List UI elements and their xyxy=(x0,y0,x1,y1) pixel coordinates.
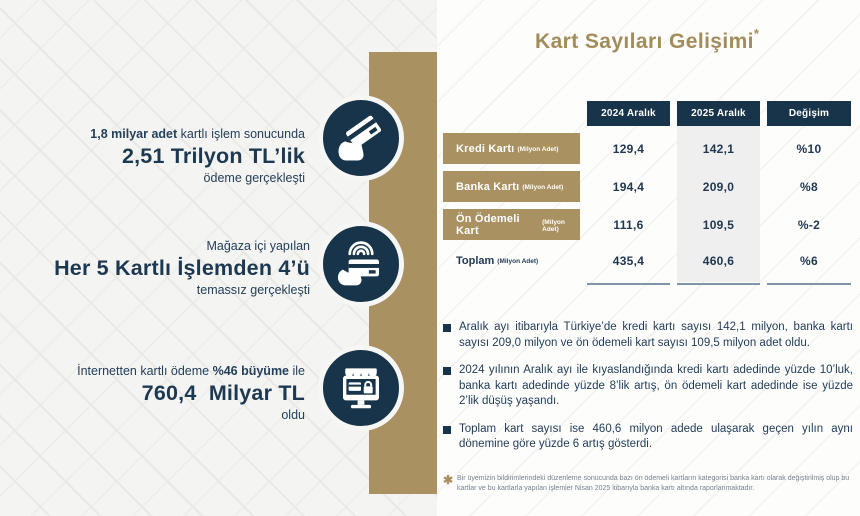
stat-line-bottom: oldu xyxy=(281,408,305,422)
row-label-kredi-karti: Kredi Kartı (Milyon Adet) xyxy=(443,133,580,164)
bullet-item: Toplam kart sayısı ise 460,6 milyon adede ulaşarak geçen yılın aynı dönemine göre yüzde 6 artış gösterdi. xyxy=(443,422,853,453)
footnote-text: Bir üyemizin bildirimlerindeki düzenleme sonucunda bazı ön ödemeli kartların kategorisi banka kartı olarak değiştirilmiş olup bu kartlar ve bu kartlarla yapılan işlemler Nisan 2025 itibarıyla banka kartı altında raporlanmaktadır. xyxy=(457,475,850,492)
row-label-toplam: Toplam (Milyon Adet) xyxy=(456,254,539,267)
summary-bullets xyxy=(443,320,853,465)
stat-online-payment xyxy=(0,363,305,424)
cell-onodemeli-2024: 111,6 xyxy=(613,217,644,232)
footnote xyxy=(443,474,855,494)
card-in-hand-icon xyxy=(318,95,404,181)
cell-onodemeli-2025: 109,5 xyxy=(702,217,735,232)
stat-line-top: 1,8 milyar adet kartlı işlem sonucunda xyxy=(90,127,305,141)
card-counts-table xyxy=(443,101,851,285)
cell-onodemeli-change: %-2 xyxy=(797,217,821,232)
stat-card-payment-volume xyxy=(0,126,305,187)
footnote-asterisk-icon: ✱ xyxy=(443,473,454,487)
bullet-item: Aralık ayı itibarıyla Türkiye’de kredi kartı sayısı 142,1 milyon, banka kartı sayısı 209,0 milyon ve ön ödemeli kart sayısı 109,5 milyon adet oldu. xyxy=(443,320,853,351)
header-spacer xyxy=(443,101,580,126)
page-title xyxy=(443,26,851,54)
stat-contactless-share xyxy=(0,238,310,299)
stat-line-top: İnternetten kartlı ödeme %46 büyüme ile xyxy=(77,364,305,378)
bullet-item: 2024 yılının Aralık ayı ile kıyaslandığında kredi kartı adedinde yüzde 10’luk, banka kartı adedinde yüzde 8’lik artış, ön ödemeli kart adedinde ise yüzde 2’lik düşüş yaşandı. xyxy=(443,363,853,410)
stat-big-value: 760,4 Milyar TL xyxy=(141,381,305,405)
underline-2025 xyxy=(677,283,760,285)
underline-spacer xyxy=(443,281,580,285)
stat-big-value: 2,51 Trilyon TL’lik xyxy=(121,144,305,168)
stat-line-bottom: ödeme gerçekleşti xyxy=(203,171,305,185)
cell-kredi-2024: 129,4 xyxy=(612,141,645,156)
column-header-change: Değişim xyxy=(767,101,851,126)
column-header-2025: 2025 Aralık xyxy=(677,101,760,126)
title-asterisk: * xyxy=(753,26,759,41)
stat-line-bottom: temassız gerçekleşti xyxy=(196,283,310,297)
contactless-payment-icon xyxy=(318,221,404,307)
cell-banka-change: %8 xyxy=(800,179,818,194)
stat-big-value: Her 5 Kartlı İşlemden 4’ü xyxy=(54,256,310,280)
cell-kredi-2025: 142,1 xyxy=(702,141,735,156)
bullet-square-icon xyxy=(443,324,451,332)
cell-banka-2025: 209,0 xyxy=(702,179,735,194)
row-label-banka-karti: Banka Kartı (Milyon Adet) xyxy=(443,171,580,202)
row-label-on-odemeli: Ön Ödemeli Kart (Milyon Adet) xyxy=(443,209,580,240)
cell-kredi-change: %10 xyxy=(796,141,822,156)
column-header-2024: 2024 Aralık xyxy=(587,101,670,126)
bullet-square-icon xyxy=(443,367,451,375)
underline-2024 xyxy=(587,283,670,285)
online-payment-icon xyxy=(318,345,404,431)
stat-line-top: Mağaza içi yapılan xyxy=(206,239,310,253)
cell-toplam-change: %6 xyxy=(800,253,818,268)
bullet-square-icon xyxy=(443,426,451,434)
cell-toplam-2024: 435,4 xyxy=(612,253,645,268)
underline-change xyxy=(767,283,851,285)
page-title-text: Kart Sayıları Gelişimi xyxy=(535,30,754,53)
cell-toplam-2025: 460,6 xyxy=(702,253,735,268)
cell-banka-2024: 194,4 xyxy=(612,179,645,194)
